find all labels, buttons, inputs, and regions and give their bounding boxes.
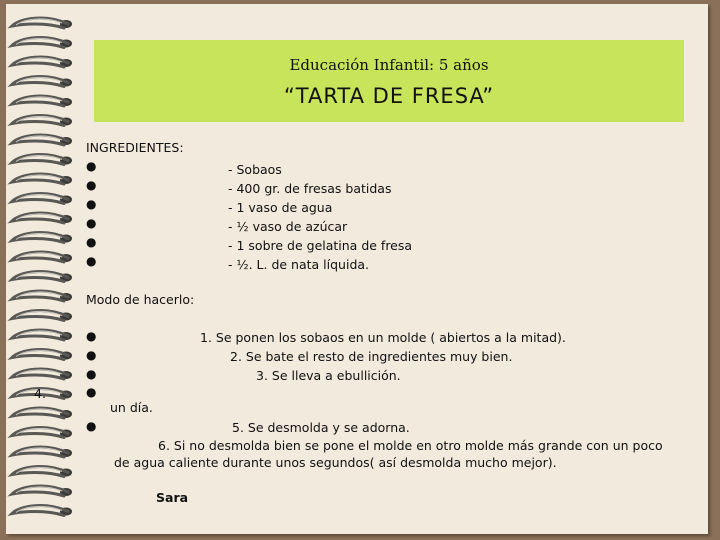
bullet-icon: ●	[86, 385, 97, 399]
spiral-ring	[12, 38, 72, 48]
spiral-ring	[12, 272, 72, 282]
author-name: Sara	[156, 490, 189, 505]
bullet-icon: ●	[86, 197, 97, 211]
spiral-ring	[12, 428, 72, 438]
bullet-icon: ●	[86, 367, 97, 381]
spiral-ring	[12, 194, 72, 204]
ingredient-item: - 1 sobre de gelatina de fresa	[228, 238, 413, 253]
spiral-ring	[12, 408, 72, 418]
method-step: 5. Se desmolda y se adorna.	[232, 420, 410, 435]
spiral-ring	[12, 369, 72, 379]
ingredient-item: - ½ vaso de azúcar	[228, 219, 348, 234]
bullet-icon: ●	[86, 254, 97, 268]
spiral-ring	[12, 18, 72, 28]
method-step-number: 4.	[34, 386, 46, 401]
spiral-ring	[12, 116, 72, 126]
spiral-ring	[12, 96, 72, 106]
method-step: de agua caliente durante unos segundos( así desmolda mucho mejor).	[114, 455, 557, 470]
bullet-icon: ●	[86, 419, 97, 433]
ingredient-item: - Sobaos	[228, 162, 282, 177]
title-banner	[94, 40, 684, 122]
method-heading: Modo de hacerlo:	[86, 292, 195, 307]
bullet-icon: ●	[86, 178, 97, 192]
bullet-icon: ●	[86, 216, 97, 230]
spiral-binding-icon	[6, 10, 86, 530]
spiral-ring	[12, 135, 72, 145]
ingredient-item: - 400 gr. de fresas batidas	[228, 181, 392, 196]
bullet-icon: ●	[86, 329, 97, 343]
spiral-ring	[12, 291, 72, 301]
spiral-ring	[12, 174, 72, 184]
spiral-ring	[12, 155, 72, 165]
spiral-ring	[12, 233, 72, 243]
method-step: 2. Se bate el resto de ingredientes muy bien.	[230, 349, 513, 364]
method-step: un día.	[110, 400, 153, 415]
spiral-binding	[6, 10, 86, 530]
spiral-ring	[12, 447, 72, 457]
spiral-ring	[12, 467, 72, 477]
method-step: 3. Se lleva a ebullición.	[256, 368, 401, 383]
method-step: 6. Si no desmolda bien se pone el molde en otro molde más grande con un poco	[158, 438, 663, 453]
spiral-ring	[12, 252, 72, 262]
method-step: 1. Se ponen los sobaos en un molde ( abiertos a la mitad).	[200, 330, 566, 345]
spiral-ring	[12, 350, 72, 360]
spiral-ring	[12, 486, 72, 496]
bullet-icon: ●	[86, 348, 97, 362]
ingredient-item: - 1 vaso de agua	[228, 200, 333, 215]
banner-subtitle: Educación Infantil: 5 años	[289, 56, 489, 74]
spiral-ring	[12, 506, 72, 516]
bullet-icon: ●	[86, 235, 97, 249]
ingredients-heading: INGREDIENTES:	[86, 140, 184, 155]
spiral-ring	[12, 77, 72, 87]
page-title: “TARTA DE FRESA”	[283, 84, 495, 108]
spiral-ring	[12, 330, 72, 340]
notebook-page	[6, 4, 708, 534]
spiral-ring	[12, 57, 72, 67]
ingredient-item: - ½. L. de nata líquida.	[228, 257, 370, 272]
spiral-ring	[12, 311, 72, 321]
bullet-icon: ●	[86, 159, 97, 173]
spiral-ring	[12, 213, 72, 223]
